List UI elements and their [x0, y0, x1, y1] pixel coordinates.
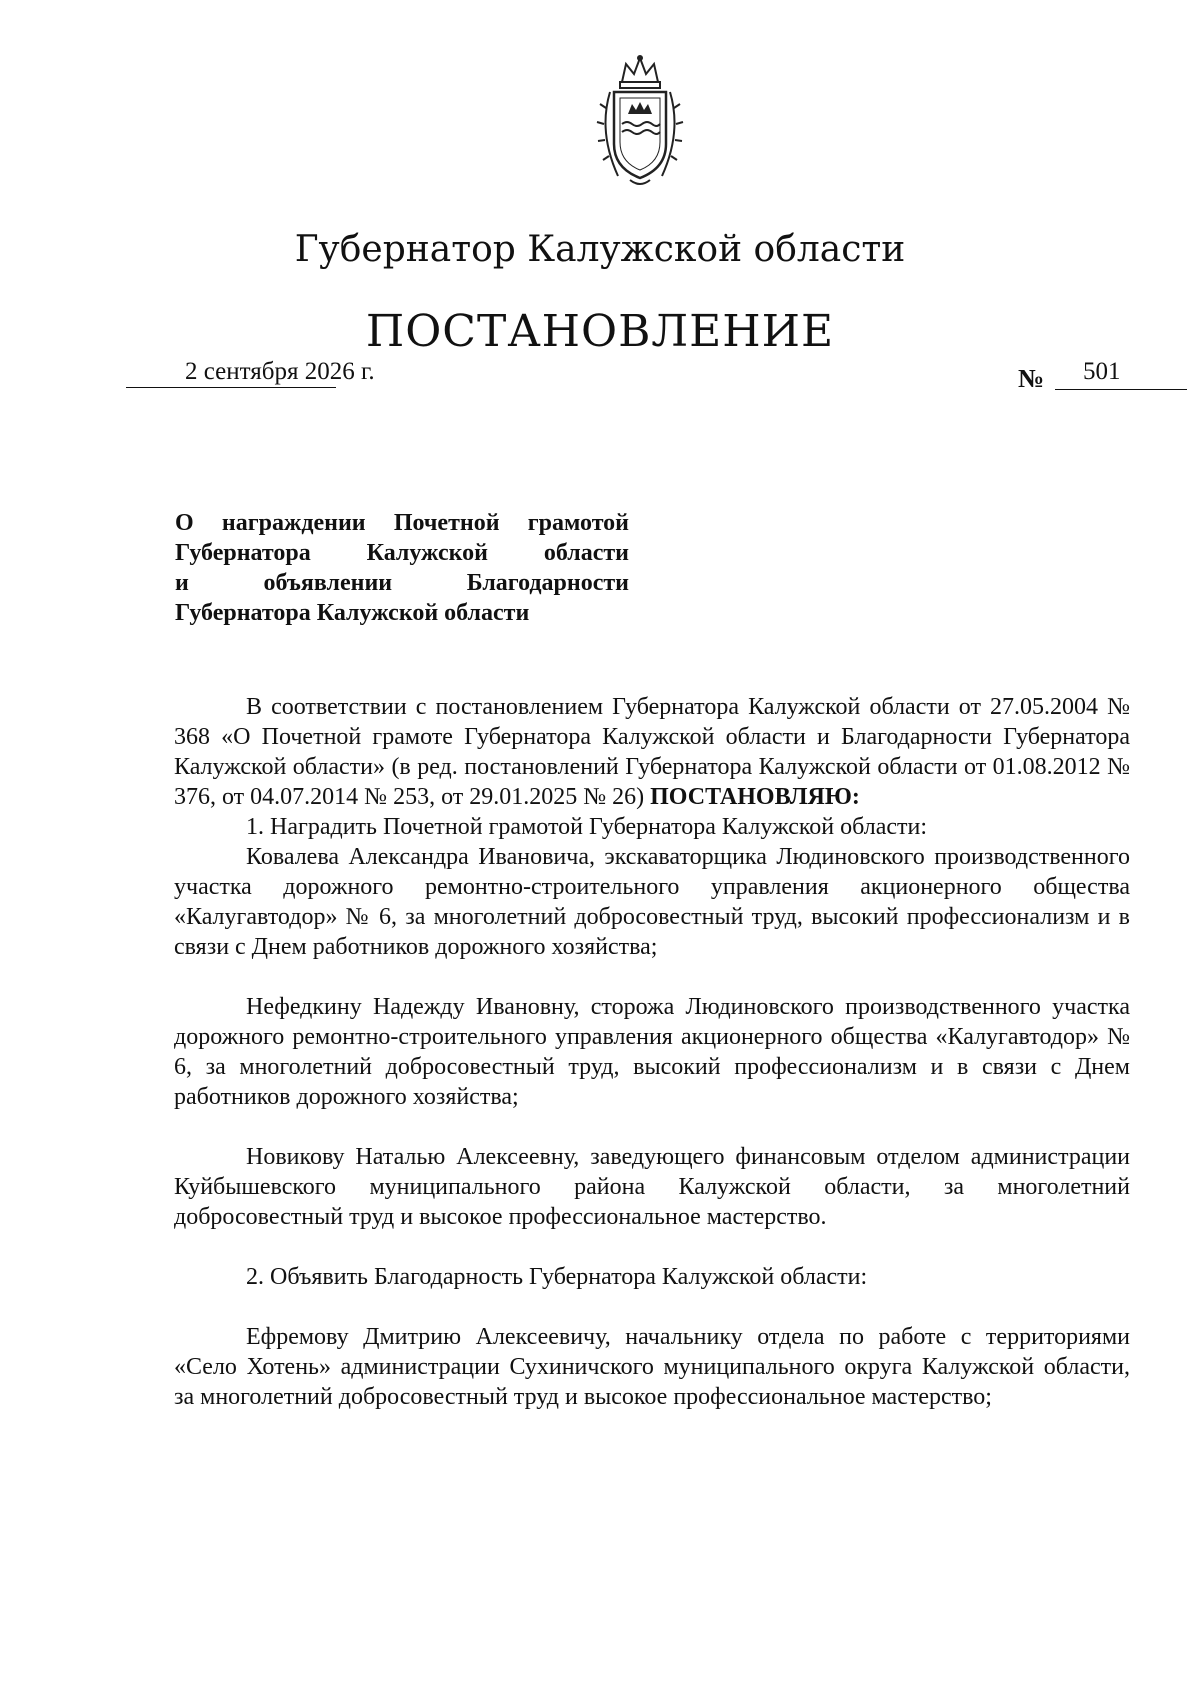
document-type-title: ПОСТАНОВЛЕНИЕ [365, 306, 835, 357]
subject-line: и объявлении Благодарности [175, 570, 629, 596]
intro-text: В соответствии с постановлением Губернатора Калужской области от 27.05.2004 № 368 «О Почетной грамоте Губернатора Калужской области и Благодарности Губернатора Калужской области» (в ред. постановлений Губернатора Калужской области от 01.08.2012 № 376, от 04.07.2014 № 253, от 29.01.2025 № 26) [174, 694, 1130, 810]
item1-title: 1. Наградить Почетной грамотой Губернатора Калужской области: [246, 814, 928, 840]
document-subject [175, 508, 629, 628]
number-underline [1055, 357, 1187, 390]
subject-line: О награждении Почетной грамотой [175, 510, 629, 536]
thanks-paragraph: Ефремову Дмитрию Алексеевичу, начальнику отдела по работе с территориями «Село Хотень» администрации Сухиничского муниципального округа Калужской области, за многолетний добросовестный труд и высокое профессиональное мастерство; [174, 1324, 1130, 1410]
item2-title: 2. Объявить Благодарность Губернатора Калужской области: [246, 1264, 868, 1290]
intro-paragraph [174, 692, 1130, 812]
award-paragraph: Нефедкину Надежду Ивановну, сторожа Людиновского производственного участка дорожного ремонтно-строительного управления акционерного общества «Калугавтодор» № 6, за многолетний добросовестный труд, высокий профессионализм и в связи с Днем работников дорожного хозяйства; [174, 994, 1130, 1110]
award-paragraph: Ковалева Александра Ивановича, экскаваторщика Людиновского производственного участка дорожного ремонтно-строительного управления акционерного общества «Калугавтодор» № 6, за многолетний добросовестный труд, высокий профессионализм и в связи с Днем работников дорожного хозяйства; [174, 844, 1130, 960]
document-body [174, 692, 1130, 1412]
award-paragraph: Новикову Наталью Алексеевну, заведующего финансовым отделом администрации Куйбышевского муниципального района Калужской области, за многолетний добросовестный труд и высокое профессиональное мастерство. [174, 1144, 1130, 1230]
kaluga-coat-of-arms-icon [590, 52, 690, 192]
issuing-authority: Губернатор Калужской области [294, 229, 906, 270]
number-sign: № [1018, 364, 1045, 393]
subject-line: Губернатора Калужской области [175, 540, 629, 566]
document-number: 501 [1083, 358, 1121, 385]
decree-word: ПОСТАНОВЛЯЮ: [650, 784, 860, 810]
subject-line: Губернатора Калужской области [175, 600, 530, 626]
document-date: 2 сентября 2026 г. [185, 358, 375, 385]
